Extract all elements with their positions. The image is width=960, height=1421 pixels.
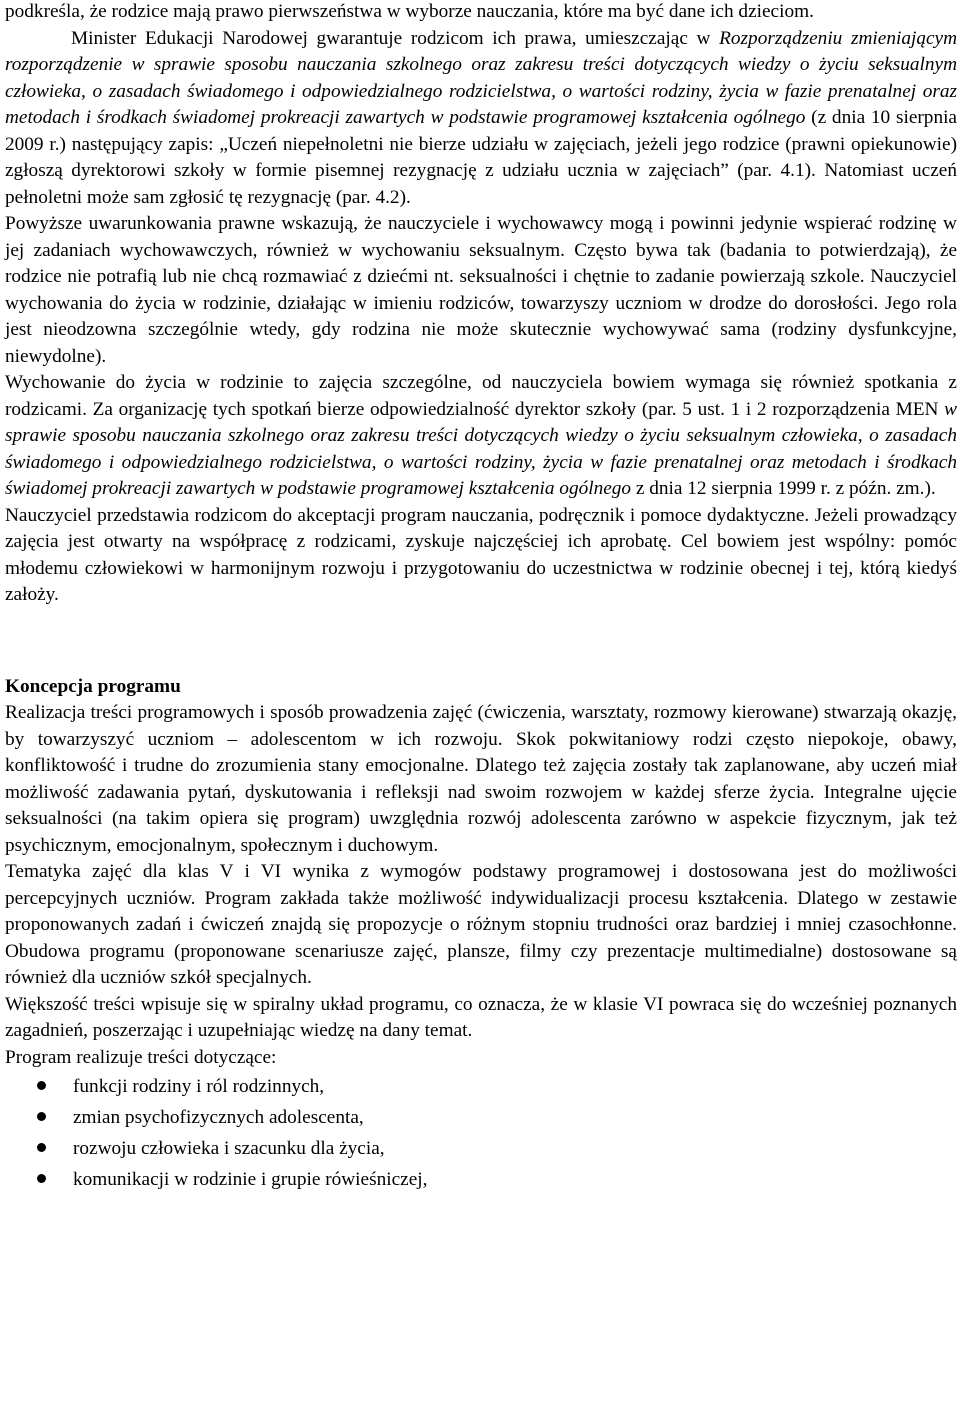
paragraph-legal-conditions: Powyższe uwarunkowania prawne wskazują, że nauczyciele i wychowawcy mogą i powinni jedynie wspierać rodzinę w jej zadaniach wychowawczych, również w wychowaniu seksualnym. Często bywa tak (badania to potwierdzają), że rodzice nie potrafią lub nie chcą rozmawiać z dziećmi nt. seksualności i chętnie to zadanie powierzają szkole. Nauczyciel wychowania do życia w rodzinie, działając w imieniu rodziców, towarzyszy uczniom w drodze do dorosłości. Jego rola jest nieodzowna szczególnie wtedy, gdy rodzina nie może skutecznie wychowywać sama (rodziny dysfunkcyjne, niewydolne). [5, 213, 957, 367]
program-topics-list [5, 1071, 957, 1195]
list-item-text: rozwoju człowieka i szacunku dla życia, [73, 1138, 385, 1159]
regulation-title-italic: Rozporządzeniu zmieniającym rozporządzenie w sprawie sposobu nauczania szkolnego oraz zakresu treści dotyczących wiedzy o życiu seksualnym człowieka, o zasadach świadomego i odpowiedzialnego rodzicielstwa, o wartości rodziny, życia w fazie prenatalnej oraz metodach i środkach świadomej prokreacji zawartych w podstawie programowej kształcenia ogólnego [5, 27, 957, 128]
regulation-quote-text: (z dnia 10 sierpnia 2009 r.) następujący zapis: „Uczeń niepełnoletni nie bierze udziału w zajęciach, jeżeli jego rodzice (prawni opiekunowie) zgłoszą dyrektorowi szkoły w formie pisemnej rezygnację z udziału ucznia w zajęciach” (par. 4.1). Natomiast uczeń pełnoletni może sam zgłosić tę rezygnację (par. 4.2). [5, 107, 957, 208]
men-regulation-title-italic: w sprawie sposobu nauczania szkolnego oraz zakresu treści dotyczących wiedzy o życiu seksualnym człowieka, o zasadach świadomego i odpowiedzialnego rodzicielstwa, o wartości rodziny, życia w fazie prenatalnej oraz metodach i środkach świadomej prokreacji zawartych w podstawie programowej kształcenia ogólnego [5, 398, 957, 499]
bullet-icon [37, 1143, 46, 1152]
bullet-icon [37, 1112, 46, 1121]
meetings-date-text: z dnia 12 sierpnia 1999 r. z późn. zm.). [631, 478, 936, 499]
meetings-text: Wychowanie do życia w rodzinie to zajęcia szczególne, od nauczyciela bowiem wymaga się również spotkania z rodzicami. Za organizację tych spotkań bierze odpowiedzialność dyrektor szkoły (par. 5 ust. 1 i 2 rozporządzenia MEN [5, 372, 957, 420]
paragraph-program-topics-intro: Program realizuje treści dotyczące: [5, 1046, 277, 1068]
paragraph-minister-regulation [5, 26, 957, 212]
list-item-text: zmian psychofizycznych adolescenta, [73, 1107, 364, 1128]
section-heading-program-concept: Koncepcja programu [5, 675, 181, 697]
paragraph-spiral-structure: Większość treści wpisuje się w spiralny układ programu, co oznacza, że w klasie VI powraca się do wcześniej poznanych zagadnień, poszerzając i uzupełniając wiedzę na dany temat. [5, 993, 957, 1041]
bullet-icon [37, 1174, 46, 1183]
list-item [5, 1071, 957, 1102]
paragraph-teacher-presents-program: Nauczyciel przedstawia rodzicom do akceptacji program nauczania, podręcznik i pomoce dydaktyczne. Jeżeli prowadzący zajęcia jest otwarty na współpracę z rodzicami, zyskuje najczęściej ich aprobatę. Cel bowiem jest wspólny: pomóc młodemu człowiekowi w harmonijnym rozwoju i przygotowaniu do uczestnictwa w rodzinie obecnej i tej, którą kiedyś założy. [5, 504, 957, 605]
list-item [5, 1164, 957, 1195]
regulation-intro-text: Minister Edukacji Narodowej gwarantuje rodzicom ich prawa, umieszczając w [71, 27, 720, 49]
paragraph-parents-priority: podkreśla, że rodzice mają prawo pierwszeństwa w wyborze nauczania, które ma być dane ich dzieciom. [5, 1, 814, 22]
paragraph-topics-grades: Tematyka zajęć dla klas V i VI wynika z wymogów podstawy programowej i dostosowana jest do możliwości percepcyjnych uczniów. Program zakłada także możliwość indywidualizacji procesu kształcenia. Dlatego w zestawie proponowanych zadań i ćwiczeń znajdą się propozycje o różnym stopniu trudności oraz bardziej i mniej czasochłonne. Obudowa programu (proponowane scenariusze zajęć, plansze, filmy czy prezentacje multimedialne) dostosowane są również dla uczniów szkół specjalnych. [5, 861, 957, 988]
list-item [5, 1133, 957, 1164]
bullet-icon [37, 1081, 46, 1090]
paragraph-program-realization: Realizacja treści programowych i sposób prowadzenia zajęć (ćwiczenia, warsztaty, rozmowy kierowane) stwarzają okazję, by towarzyszyć uczniom – adolescentom w ich rozwoju. Skok pokwitaniowy rodzi często niepokoje, obawy, konfliktowość i trudne do zrozumienia stany emocjonalne. Dlatego też zajęcia zostały tak zaplanowane, aby uczeń miał możliwość zadawania pytań, dyskutowania i refleksji nad swoim rozwojem w każdej sferze życia. Integralne ujęcie seksualności (na takim opiera się program) uwzględnia rozwój adolescenta zarówno w aspekcie fizycznym, jak też psychicznym, emocjonalnym, społecznym i duchowym. [5, 702, 957, 856]
list-item-text: funkcji rodziny i ról rodzinnych, [73, 1076, 325, 1097]
paragraph-parent-meetings [5, 370, 957, 503]
list-item [5, 1102, 957, 1133]
list-item-text: komunikacji w rodzinie i grupie rówieśniczej, [73, 1169, 428, 1190]
